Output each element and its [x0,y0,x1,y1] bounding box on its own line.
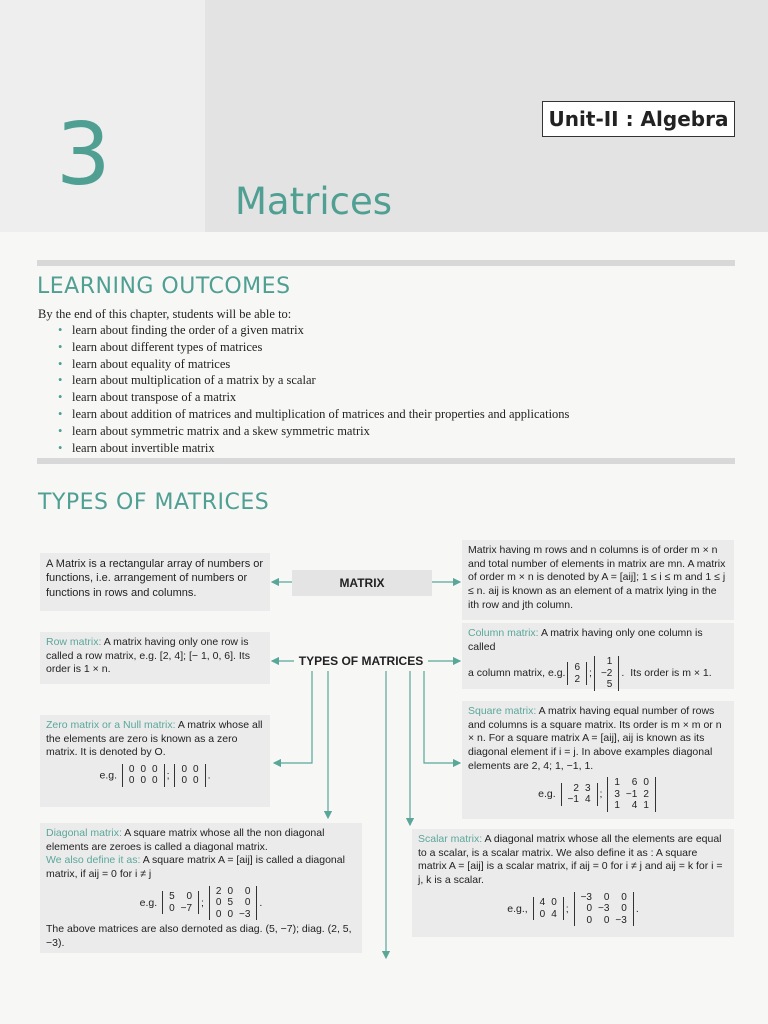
matrix-definition-box [40,553,270,611]
list-item: • learn about addition of matrices and multiplication of matrices and their properties and applications [58,406,569,423]
column-matrix-text3: Its order is m × 1. [630,666,712,679]
order-definition: Matrix having m rows and n columns is of order m × n and total number of elements in matrix are mn. A matrix of order m × n is denoted by A = [aij]; 1 ≤ i ≤ m and 1 ≤ j ≤ n. aij is known as an element of a matrix lying in the ith row and jth column. [468,544,726,611]
matrix-example: 5 0 0 −7 [162,891,199,914]
learning-outcomes-intro: By the end of this chapter, students will be able to: [38,307,292,321]
list-item: • learn about finding the order of a given matrix [58,322,569,339]
matrix-definition: A Matrix is a rectangular array of numbers or functions, i.e. arrangement of numbers or functions in rows and columns. [46,558,264,599]
eg-label: e.g. [99,769,117,782]
matrix-example: 2 −1 3 4 [561,783,598,806]
learning-outcomes-title: LEARNING OUTCOMES [37,274,291,299]
scalar-matrix-text: A diagonal matrix whose all the elements are equal to a scalar, is a scalar matrix. We also define it as : A square matrix A = [aij] is a scalar matrix, if aij = 0 for i ≠ j and aij = k for i = j, k is a scalar. [418,833,723,886]
row-matrix-name: Row matrix: [46,636,102,648]
matrix-label: MATRIX [292,570,432,596]
eg-label: e.g. [538,788,556,801]
list-item: • learn about transpose of a matrix [58,389,569,406]
row-matrix-box [40,632,270,684]
diagonal-note: The above matrices are also dernoted as diag. (5, −7); diag. (2, 5, −3). [46,923,352,949]
matrix-example: 0 0 0 0 [174,764,205,787]
diagonal-matrix-text: A square matrix whose all the non diagonal elements are zeroes is called a diagonal matrix. [46,827,325,853]
diagonal-also-label: We also define it as: [46,854,141,867]
matrix-example: −3 0 0 0 −3 0 0 0 −3 [574,892,634,927]
matrix-example: 1 3 1 6 −1 4 0 2 1 [607,777,656,812]
list-item: • learn about different types of matrices [58,339,569,356]
eg-label: e.g., [507,902,528,915]
matrix-example: 6 2 [567,662,587,685]
diagonal-example: e.g. 5 0 0 −7 ; 2 0 0 0 5 0 0 0 −3 . [139,885,263,920]
scalar-example: e.g., 4 0 0 4 ; −3 0 0 0 −3 0 0 0 −3 . [507,891,639,926]
column-matrix-text2: a column matrix, e.g. [468,666,566,679]
matrix-example: 1 −2 5 [594,656,619,691]
diagonal-matrix-text2: A square matrix A = [aij] is called a diagonal matrix, if aij = 0 for i ≠ j [46,854,345,880]
matrix-example: 2 0 0 0 5 0 0 0 −3 [209,886,258,921]
list-item: • learn about invertible matrix [58,440,569,457]
column-matrix-name: Column matrix: [468,627,539,639]
chapter-title: Matrices [235,180,392,223]
order-definition-box [462,540,734,620]
list-item: • learn about multiplication of a matrix by a scalar [58,372,569,389]
list-item: • learn about equality of matrices [58,356,569,373]
column-matrix-text: A matrix having only one column is called [468,627,703,653]
list-item: • learn about symmetric matrix and a skew symmetric matrix [58,423,569,440]
diagonal-matrix-name: Diagonal matrix: [46,827,122,839]
scalar-matrix-box [412,829,734,937]
square-matrix-text: A matrix having equal number of rows and columns is a square matrix. Its order is m × m or n × n. For a square matrix A = [aij], aij is known as its diagonal element if i = j. In above examples diagonal elements are 2, 4; 1, −1, 1. [468,705,722,772]
zero-matrix-name: Zero matrix or a Null matrix: [46,719,176,731]
unit-label: Unit-II : Algebra [542,101,735,137]
row-matrix-text: A matrix having only one row is called a row matrix, e.g. [2, 4]; [− 1, 0, 6]. Its order is 1 × n. [46,636,250,676]
square-matrix-name: Square matrix: [468,705,537,717]
column-matrix-box [462,623,734,689]
diagonal-matrix-box [40,823,362,953]
matrix-example: 4 0 0 4 [533,897,564,920]
eg-label: e.g. [139,896,158,909]
zero-matrix-text: A matrix whose all the elements are zero is known as a zero matrix. It is denoted by O. [46,719,263,759]
square-matrix-box [462,701,734,819]
column-example: a column matrix, e.g. 6 2 ; 1 −2 5 . Its order is m × 1. [468,656,712,691]
zero-example: e.g. 0 0 0 0 0 0 ; 0 0 0 0 . [99,763,211,787]
matrix-example: 0 0 0 0 0 0 [122,764,165,787]
zero-matrix-box [40,715,270,807]
scalar-matrix-name: Scalar matrix: [418,833,483,845]
types-of-matrices-label: TYPES OF MATRICES [298,654,424,668]
chapter-number: 3 [56,105,111,205]
square-example: e.g. 2 −1 3 4 ; 1 3 1 6 −1 4 0 2 1 [468,777,728,812]
types-of-matrices-title: TYPES OF MATRICES [38,490,270,515]
